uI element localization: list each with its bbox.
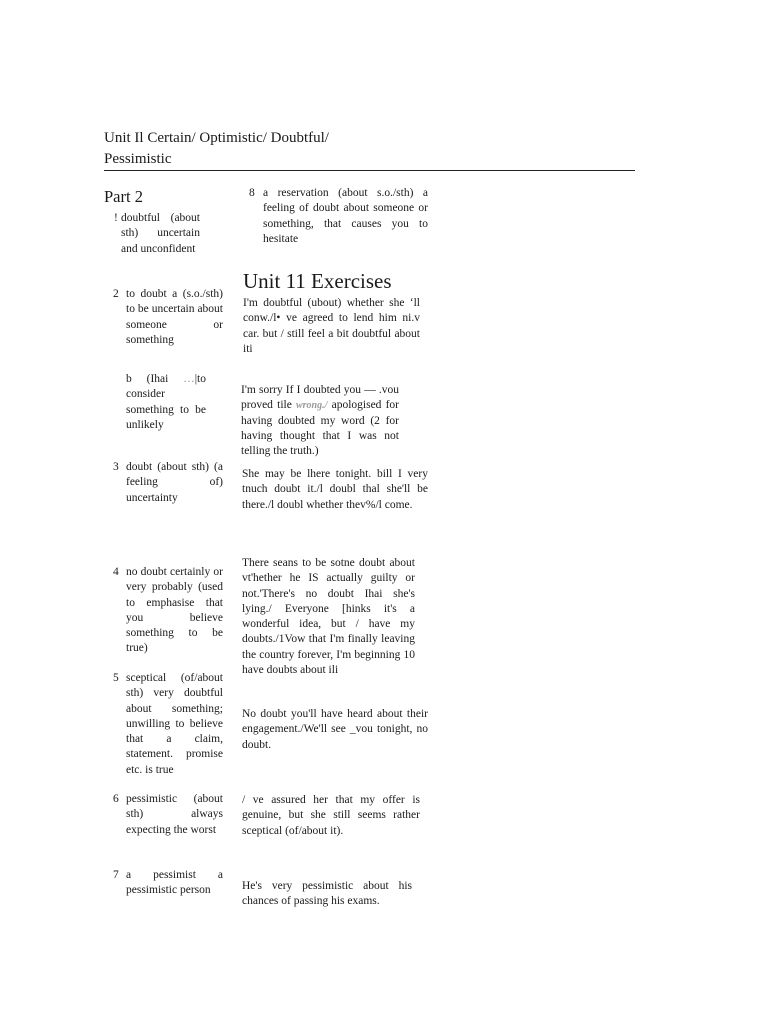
definition-text: to doubt a (s.o./sth) to be uncertain about someone or something [126,288,223,346]
definition-number: 2 [113,288,119,300]
definition-text: sceptical (of/about sth) very doubtful about something; unwilling to believe that a claim, statement. promise etc. is true [126,672,223,776]
exercises-heading: Unit 11 Exercises [243,269,392,293]
definition-text: doubt (about sth) (a feeling of) uncertainty [126,461,223,504]
example-text: No doubt you'll have heard about their engagement./We'll see _vou tonight, no doubt. [242,708,428,751]
example-text: / ve assured her that my offer is genuine, but she still seems rather sceptical (of/about it). [242,794,420,837]
definition-text: no doubt certainly or very probably (used to emphasise that you believe something to be true) [126,566,223,655]
definition-number: 6 [113,793,119,805]
example-rest: apologised for having doubted my word (2 for having thought that I was not telling the truth.) [241,399,400,458]
definition-text: pessimistic (about sth) always expecting the worst [126,793,223,836]
definition-text-b [126,372,206,433]
page-title [104,128,404,170]
definition-number: ! [114,212,118,224]
definition-text: a pessimist a pessimistic person [126,869,223,897]
definition-b-dots: … [183,373,195,385]
title-divider [104,170,635,171]
example-text: There seans to be sotne doubt about vt'hether he IS actually guilty or not.'There's no doubt Ihai she's lying./ Everyone [hinks it's a wonderful idea, but / have my doubts./1Vow that I'm finally leaving the country forever, I'm beginning 10 have doubts about ili [242,557,415,677]
definition-number: 8 [249,187,255,199]
part-label: Part 2 [104,187,143,206]
definition-number: 3 [113,461,119,473]
definition-b-rest: |to consider something to be unlikely [126,373,206,431]
definition-number: 5 [113,672,119,684]
example-text: He's very pessimistic about his chances of passing his exams. [242,880,412,908]
definition-b-prefix: b (Ihai [126,373,169,385]
title-line-2: Pessimistic [104,151,172,167]
definition-number: 7 [113,869,119,881]
example-text: She may be lhere tonight. bill I very tnuch doubt it./l doubl thal she'll be there./l doubl whether thev%/l come. [242,468,428,511]
title-line-1: Unit Il Certain/ Optimistic/ Doubtful/ [104,130,329,146]
example-faint-word: wrong./ [296,400,328,412]
example-prefix: I'm sorry If I doubted you — .vou proved tile [241,384,399,412]
definition-number: 4 [113,566,119,578]
example-text [241,383,399,459]
example-text: I'm doubtful (ubout) whether she ‘ll conw./l• ve agreed to lend him ni.v car. but / still feel a bit doubtful about iti [243,297,420,355]
definition-text: a reservation (about s.o./sth) a feeling of doubt about someone or something, that causes you to hesitate [263,187,428,245]
definition-text: doubtful (about sth) uncertain and unconfident [121,212,200,255]
